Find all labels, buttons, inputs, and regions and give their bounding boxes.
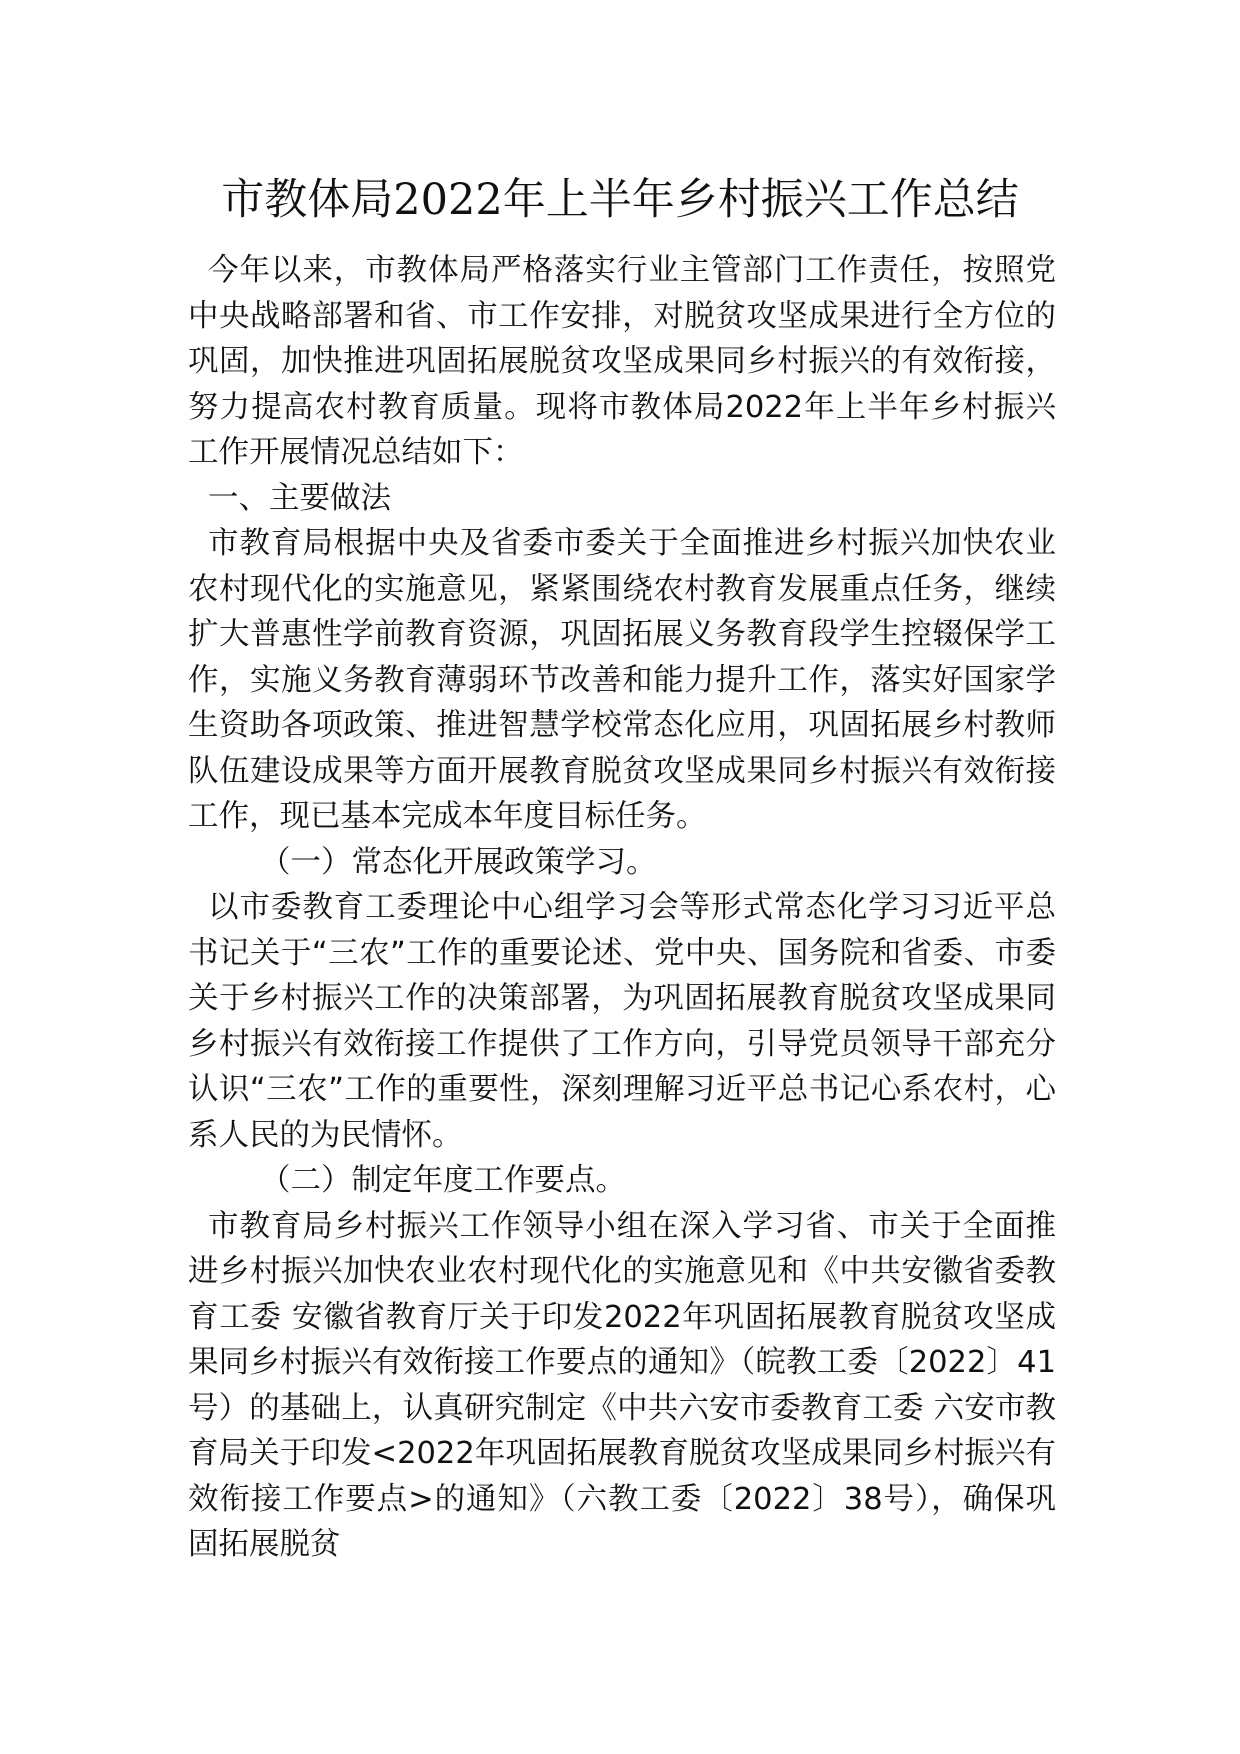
subsection-heading-annual-plan: （二）制定年度工作要点。 bbox=[260, 1163, 626, 1198]
annual-plan-paragraph: 市教育局乡村振兴工作领导小组在深入学习省、市关于全面推进乡村振兴加快农业农村现代化的实施意见和《中共安徽省委教育工委 安徽省教育厅关于印发2022年巩固拓展教育脱贫攻坚成果同乡村振兴有效衔接工作要点的通知》（皖教工委〔2022〕41号）的基础上，认真研究制定《中共六安市委教育工委 六安市教育局关于印发<2022年巩固拓展教育脱贫攻坚成果同乡村振兴有效衔接工作要点>的通知》（六教工委〔2022〕38号），确保巩固拓展脱贫 bbox=[188, 1208, 1056, 1562]
policy-study-paragraph: 以市委教育工委理论中心组学习会等形式常态化学习习近平总书记关于“三农”工作的重要论述、党中央、国务院和省委、市委关于乡村振兴工作的决策部署，为巩固拓展教育脱贫攻坚成果同乡村振兴有效衔接工作提供了工作方向，引导党员领导干部充分认识“三农”工作的重要性，深刻理解习近平总书记心系农村，心系人民的为民情怀。 bbox=[188, 890, 1056, 1153]
document-title: 市教体局2022年上半年乡村振兴工作总结 bbox=[221, 175, 1019, 225]
subsection-heading-policy-study: （一）常态化开展政策学习。 bbox=[260, 844, 657, 880]
main-practices-paragraph: 市教育局根据中央及省委市委关于全面推进乡村振兴加快农业农村现代化的实施意见，紧紧围绕农村教育发展重点任务，继续扩大普惠性学前教育资源，巩固拓展义务教育段学生控辍保学工作，实施义务教育薄弱环节改善和能力提升工作，落实好国家学生资助各项政策、推进智慧学校常态化应用，巩固拓展乡村教师队伍建设成果等方面开展教育脱贫攻坚成果同乡村振兴有效衔接工作，现已基本完成本年度目标任务。 bbox=[188, 526, 1056, 834]
document-body bbox=[188, 248, 1056, 1568]
intro-paragraph: 今年以来，市教体局严格落实行业主管部门工作责任，按照党中央战略部署和省、市工作安排，对脱贫攻坚成果进行全方位的巩固，加快推进巩固拓展脱贫攻坚成果同乡村振兴的有效衔接，努力提高农村教育质量。现将市教体局2022年上半年乡村振兴工作开展情况总结如下： bbox=[188, 253, 1056, 470]
section-heading-main-practices: 一、主要做法 bbox=[208, 480, 391, 516]
